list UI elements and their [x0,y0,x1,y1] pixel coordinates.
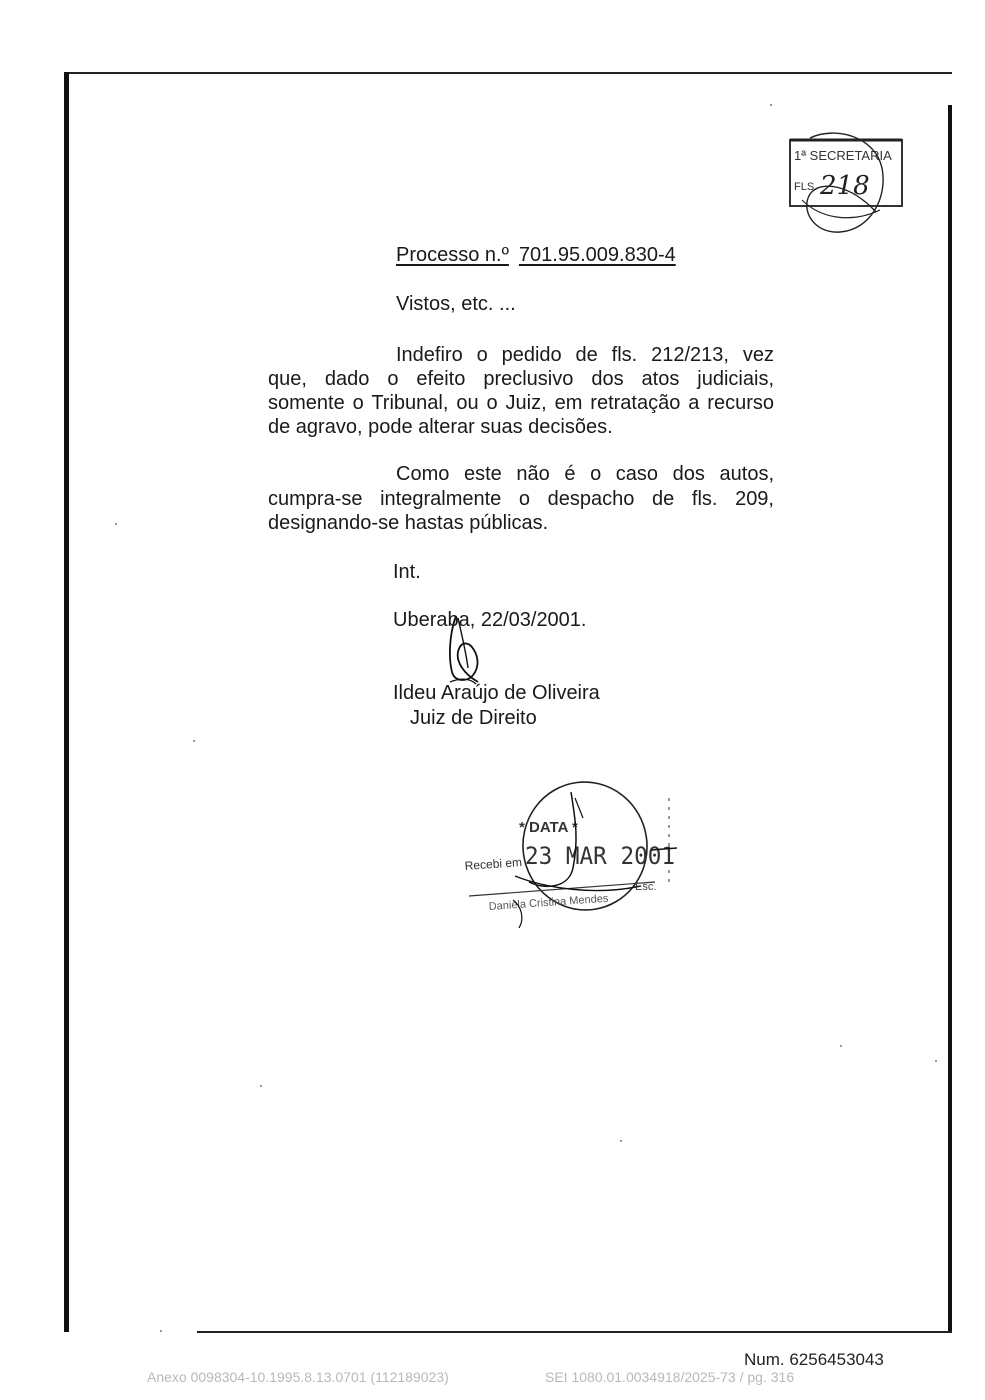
scan-speck [193,740,195,742]
scan-speck [260,1085,262,1087]
receipt-date: 23 MAR 2001 [525,842,675,870]
process-number: 701.95.009.830-4 [518,244,676,266]
received-label: Recebi em [464,855,523,873]
fls-label: FLS. [794,181,818,193]
process-label: Processo n.º [396,244,509,266]
annex-reference: Anexo 0098304-10.1995.8.13.0701 (112189023) [147,1369,449,1385]
scan-speck [770,104,772,106]
paragraph1-line: somente o Tribunal, ou o Juiz, em retratação a recurso [268,392,774,414]
paragraph1-line: de agravo, pode alterar suas decisões. [268,416,613,438]
secretaria-label: 1ª SECRETARIA [794,148,892,163]
paragraph2-line: designando-se hastas públicas. [268,512,549,534]
fls-number: 218 [820,171,870,201]
receipt-suffix: Esc. [635,881,657,893]
secretaria-stamp [780,128,910,238]
frame-bottom-border [197,1331,952,1333]
scan-speck [840,1045,842,1047]
sei-reference: SEI 1080.01.0034918/2025-73 / pg. 316 [545,1369,795,1385]
signatory-role: Juiz de Direito [410,707,537,729]
frame-left-border [64,72,69,1332]
signatory-name: Ildeu Araújo de Oliveira [393,682,600,704]
frame-right-border [948,105,952,1333]
receipt-title: * DATA * [519,819,578,836]
scan-speck [115,523,117,525]
receipt-clerk: Daniela Cristina Mendes [488,892,609,913]
judge-signature [440,612,500,692]
scan-speck [620,1140,622,1142]
salutation: Vistos, etc. ... [396,293,516,315]
process-heading [396,243,676,267]
paragraph2-line: cumpra-se integralmente o despacho de fls. 209, [268,488,774,510]
closing: Int. [393,561,421,583]
document-number: Num. 6256453043 [744,1350,884,1369]
receipt-stamp [455,778,695,938]
paragraph1-line: que, dado o efeito preclusivo dos atos judiciais, [268,368,774,390]
paragraph2-line: Como este não é o caso dos autos, [396,463,774,485]
scan-speck [160,1330,162,1332]
frame-top-border [66,72,952,74]
place-date: Uberaba, 22/03/2001. [393,609,587,631]
paragraph1-line: Indefiro o pedido de fls. 212/213, vez [396,344,774,366]
scan-speck [935,1060,937,1062]
